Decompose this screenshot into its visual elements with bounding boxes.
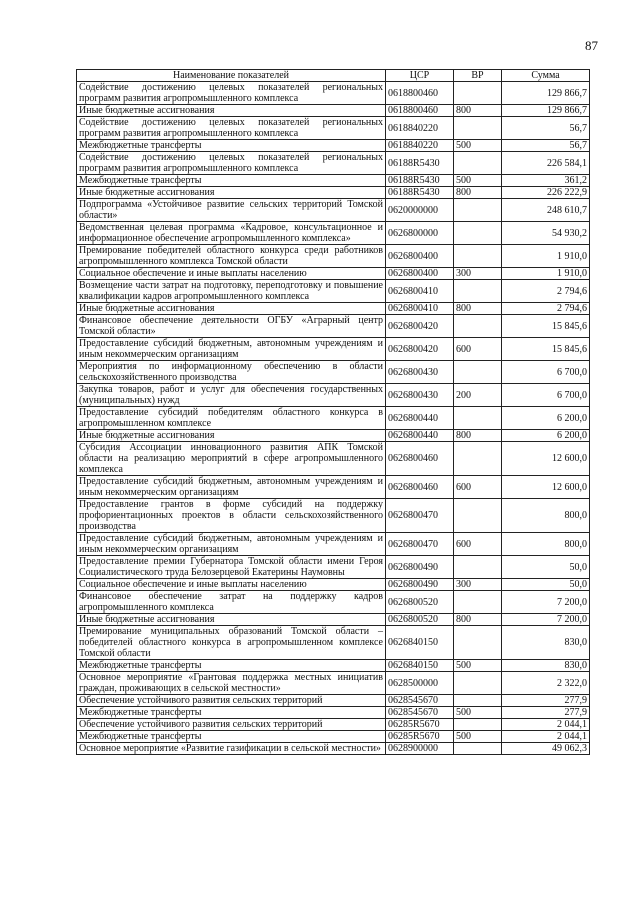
- row-name-cell: Предоставление субсидий победителям областного конкурса в агропромышленном комплексе: [77, 407, 386, 430]
- row-name-cell: Предоставление премии Губернатора Томской области имени Героя Социалистического труда Белозерцевой Екатерины Наумовны: [77, 556, 386, 579]
- row-sum-cell: 49 062,3: [502, 743, 590, 755]
- row-vr-cell: 300: [454, 579, 502, 591]
- table-row: [77, 152, 590, 175]
- row-vr-cell: 600: [454, 476, 502, 499]
- header-sum: Сумма: [502, 70, 590, 82]
- row-sum-cell: 12 600,0: [502, 442, 590, 476]
- row-sum-cell: 248 610,7: [502, 199, 590, 222]
- row-csr-cell: 0618800460: [386, 105, 454, 117]
- row-vr-cell: [454, 280, 502, 303]
- row-vr-cell: [454, 315, 502, 338]
- row-vr-cell: [454, 556, 502, 579]
- row-vr-cell: 500: [454, 660, 502, 672]
- row-csr-cell: 0626800000: [386, 222, 454, 245]
- table-row: [77, 579, 590, 591]
- row-name-cell: Подпрограмма «Устойчивое развитие сельских территорий Томской области»: [77, 199, 386, 222]
- table-row: [77, 672, 590, 695]
- row-csr-cell: 0626800440: [386, 430, 454, 442]
- row-vr-cell: 300: [454, 268, 502, 280]
- row-sum-cell: 6 700,0: [502, 361, 590, 384]
- row-csr-cell: 06285R5670: [386, 719, 454, 731]
- row-sum-cell: 56,7: [502, 117, 590, 140]
- table-row: [77, 476, 590, 499]
- row-csr-cell: 0626800440: [386, 407, 454, 430]
- row-csr-cell: 0626800420: [386, 338, 454, 361]
- row-name-cell: Финансовое обеспечение деятельности ОГБУ «Аграрный центр Томской области»: [77, 315, 386, 338]
- row-vr-cell: 500: [454, 140, 502, 152]
- row-csr-cell: 06188R5430: [386, 175, 454, 187]
- page-number: 87: [585, 38, 598, 53]
- row-sum-cell: 7 200,0: [502, 614, 590, 626]
- table-row: [77, 430, 590, 442]
- row-name-cell: Возмещение части затрат на подготовку, переподготовку и повышение квалификации кадров агропромышленного комплекса: [77, 280, 386, 303]
- row-csr-cell: 0626800400: [386, 245, 454, 268]
- row-vr-cell: [454, 499, 502, 533]
- table-row: [77, 442, 590, 476]
- row-csr-cell: 0626800420: [386, 315, 454, 338]
- row-name-cell: Иные бюджетные ассигнования: [77, 430, 386, 442]
- row-sum-cell: 2 794,6: [502, 303, 590, 315]
- row-sum-cell: 800,0: [502, 533, 590, 556]
- row-vr-cell: [454, 245, 502, 268]
- row-csr-cell: 0626800430: [386, 384, 454, 407]
- table-row: [77, 268, 590, 280]
- table-row: [77, 187, 590, 199]
- row-sum-cell: 2 044,1: [502, 731, 590, 743]
- table-row: [77, 315, 590, 338]
- table-row: [77, 731, 590, 743]
- table-row: [77, 199, 590, 222]
- row-name-cell: Социальное обеспечение и иные выплаты населению: [77, 268, 386, 280]
- row-name-cell: Премирование муниципальных образований Томской области – победителей областного конкурса в агропромышленном комплексе Томской области: [77, 626, 386, 660]
- header-csr: ЦСР: [386, 70, 454, 82]
- row-sum-cell: 361,2: [502, 175, 590, 187]
- row-name-cell: Финансовое обеспечение затрат на поддержку кадров агропромышленного комплекса: [77, 591, 386, 614]
- row-vr-cell: 800: [454, 614, 502, 626]
- row-csr-cell: 0628500000: [386, 672, 454, 695]
- table-row: [77, 82, 590, 105]
- row-sum-cell: 2 794,6: [502, 280, 590, 303]
- row-vr-cell: [454, 407, 502, 430]
- row-sum-cell: 7 200,0: [502, 591, 590, 614]
- row-sum-cell: 6 200,0: [502, 407, 590, 430]
- row-sum-cell: 1 910,0: [502, 268, 590, 280]
- row-csr-cell: 0626800490: [386, 556, 454, 579]
- row-csr-cell: 0626840150: [386, 626, 454, 660]
- row-vr-cell: [454, 626, 502, 660]
- row-csr-cell: 0626800410: [386, 280, 454, 303]
- row-csr-cell: 0626800520: [386, 614, 454, 626]
- row-vr-cell: 800: [454, 303, 502, 315]
- row-vr-cell: 500: [454, 731, 502, 743]
- row-vr-cell: [454, 117, 502, 140]
- row-sum-cell: 226 222,9: [502, 187, 590, 199]
- row-vr-cell: [454, 591, 502, 614]
- row-name-cell: Обеспечение устойчивого развития сельских территорий: [77, 695, 386, 707]
- table-row: [77, 105, 590, 117]
- table-row: [77, 384, 590, 407]
- row-sum-cell: 830,0: [502, 626, 590, 660]
- row-sum-cell: 15 845,6: [502, 338, 590, 361]
- row-vr-cell: [454, 672, 502, 695]
- row-csr-cell: 0626800520: [386, 591, 454, 614]
- row-name-cell: Содействие достижению целевых показателей региональных программ развития агропромышленного комплекса: [77, 117, 386, 140]
- row-vr-cell: [454, 82, 502, 105]
- row-csr-cell: 0628545670: [386, 707, 454, 719]
- row-csr-cell: 06188R5430: [386, 152, 454, 175]
- table-row: [77, 707, 590, 719]
- row-name-cell: Межбюджетные трансферты: [77, 175, 386, 187]
- row-name-cell: Межбюджетные трансферты: [77, 707, 386, 719]
- row-vr-cell: 500: [454, 175, 502, 187]
- row-name-cell: Социальное обеспечение и иные выплаты населению: [77, 579, 386, 591]
- row-name-cell: Межбюджетные трансферты: [77, 140, 386, 152]
- table-row: [77, 719, 590, 731]
- row-csr-cell: 0618800460: [386, 82, 454, 105]
- row-name-cell: Предоставление грантов в форме субсидий на поддержку профориентационных проектов в области сельскохозяйственного производства: [77, 499, 386, 533]
- row-name-cell: Основное мероприятие «Развитие газификации в сельской местности»: [77, 743, 386, 755]
- row-name-cell: Межбюджетные трансферты: [77, 731, 386, 743]
- row-sum-cell: 50,0: [502, 556, 590, 579]
- table-row: [77, 245, 590, 268]
- row-name-cell: Субсидия Ассоциации инновационного развития АПК Томской области на реализацию мероприятий в сфере агропромышленного комплекса: [77, 442, 386, 476]
- row-name-cell: Основное мероприятие «Грантовая поддержка местных инициатив граждан, проживающих в сельской местности»: [77, 672, 386, 695]
- table-row: [77, 407, 590, 430]
- table-row: [77, 338, 590, 361]
- row-csr-cell: 0626800430: [386, 361, 454, 384]
- table-header: [77, 70, 590, 82]
- row-vr-cell: 600: [454, 533, 502, 556]
- row-name-cell: Обеспечение устойчивого развития сельских территорий: [77, 719, 386, 731]
- table-row: [77, 117, 590, 140]
- row-sum-cell: 50,0: [502, 579, 590, 591]
- row-vr-cell: [454, 695, 502, 707]
- row-csr-cell: 0626800410: [386, 303, 454, 315]
- row-csr-cell: 0626800470: [386, 533, 454, 556]
- row-sum-cell: 1 910,0: [502, 245, 590, 268]
- row-csr-cell: 0618840220: [386, 117, 454, 140]
- row-name-cell: Предоставление субсидий бюджетным, автономным учреждениям и иным некоммерческим организациям: [77, 476, 386, 499]
- header-vr: ВР: [454, 70, 502, 82]
- table-row: [77, 361, 590, 384]
- row-csr-cell: 0626800490: [386, 579, 454, 591]
- row-sum-cell: 56,7: [502, 140, 590, 152]
- row-csr-cell: 0618840220: [386, 140, 454, 152]
- table-row: [77, 591, 590, 614]
- table-row: [77, 140, 590, 152]
- row-name-cell: Ведомственная целевая программа «Кадровое, консультационное и информационное обеспечение агропромышленного комплекса»: [77, 222, 386, 245]
- row-name-cell: Содействие достижению целевых показателей региональных программ развития агропромышленного комплекса: [77, 152, 386, 175]
- row-csr-cell: 0626800460: [386, 442, 454, 476]
- row-name-cell: Предоставление субсидий бюджетным, автономным учреждениям и иным некоммерческим организациям: [77, 338, 386, 361]
- row-vr-cell: [454, 222, 502, 245]
- row-sum-cell: 129 866,7: [502, 82, 590, 105]
- budget-table: [76, 69, 590, 755]
- row-sum-cell: 226 584,1: [502, 152, 590, 175]
- row-name-cell: Иные бюджетные ассигнования: [77, 303, 386, 315]
- row-vr-cell: [454, 719, 502, 731]
- row-vr-cell: [454, 199, 502, 222]
- row-csr-cell: 06188R5430: [386, 187, 454, 199]
- row-sum-cell: 54 930,2: [502, 222, 590, 245]
- table-row: [77, 222, 590, 245]
- row-csr-cell: 0620000000: [386, 199, 454, 222]
- row-name-cell: Иные бюджетные ассигнования: [77, 187, 386, 199]
- table-row: [77, 614, 590, 626]
- row-csr-cell: 0628545670: [386, 695, 454, 707]
- table-row: [77, 280, 590, 303]
- row-name-cell: Содействие достижению целевых показателей региональных программ развития агропромышленного комплекса: [77, 82, 386, 105]
- row-vr-cell: 800: [454, 430, 502, 442]
- row-csr-cell: 0626800460: [386, 476, 454, 499]
- row-csr-cell: 0626840150: [386, 660, 454, 672]
- row-vr-cell: 600: [454, 338, 502, 361]
- table-row: [77, 556, 590, 579]
- row-sum-cell: 277,9: [502, 695, 590, 707]
- row-vr-cell: 500: [454, 707, 502, 719]
- row-vr-cell: 800: [454, 187, 502, 199]
- row-name-cell: Предоставление субсидий бюджетным, автономным учреждениям и иным некоммерческим организациям: [77, 533, 386, 556]
- row-sum-cell: 2 044,1: [502, 719, 590, 731]
- row-vr-cell: [454, 442, 502, 476]
- table-row: [77, 743, 590, 755]
- row-vr-cell: [454, 361, 502, 384]
- row-sum-cell: 830,0: [502, 660, 590, 672]
- table-body: [77, 82, 590, 755]
- row-name-cell: Межбюджетные трансферты: [77, 660, 386, 672]
- row-name-cell: Закупка товаров, работ и услуг для обеспечения государственных (муниципальных) нужд: [77, 384, 386, 407]
- row-csr-cell: 06285R5670: [386, 731, 454, 743]
- header-row: [77, 70, 590, 82]
- row-sum-cell: 12 600,0: [502, 476, 590, 499]
- header-name: Наименование показателей: [77, 70, 386, 82]
- row-sum-cell: 2 322,0: [502, 672, 590, 695]
- row-name-cell: Иные бюджетные ассигнования: [77, 614, 386, 626]
- row-csr-cell: 0628900000: [386, 743, 454, 755]
- row-name-cell: Иные бюджетные ассигнования: [77, 105, 386, 117]
- row-sum-cell: 800,0: [502, 499, 590, 533]
- row-vr-cell: 200: [454, 384, 502, 407]
- row-sum-cell: 6 700,0: [502, 384, 590, 407]
- row-sum-cell: 129 866,7: [502, 105, 590, 117]
- row-sum-cell: 6 200,0: [502, 430, 590, 442]
- row-csr-cell: 0626800470: [386, 499, 454, 533]
- table-row: [77, 175, 590, 187]
- row-vr-cell: 800: [454, 105, 502, 117]
- row-name-cell: Мероприятия по информационному обеспечению в области сельскохозяйственного производства: [77, 361, 386, 384]
- row-sum-cell: 15 845,6: [502, 315, 590, 338]
- table-row: [77, 303, 590, 315]
- table-row: [77, 626, 590, 660]
- table-row: [77, 660, 590, 672]
- row-vr-cell: [454, 152, 502, 175]
- row-vr-cell: [454, 743, 502, 755]
- table-row: [77, 499, 590, 533]
- table-row: [77, 533, 590, 556]
- row-csr-cell: 0626800400: [386, 268, 454, 280]
- row-name-cell: Премирование победителей областного конкурса среди работников агропромышленного комплекса Томской области: [77, 245, 386, 268]
- row-sum-cell: 277,9: [502, 707, 590, 719]
- table-row: [77, 695, 590, 707]
